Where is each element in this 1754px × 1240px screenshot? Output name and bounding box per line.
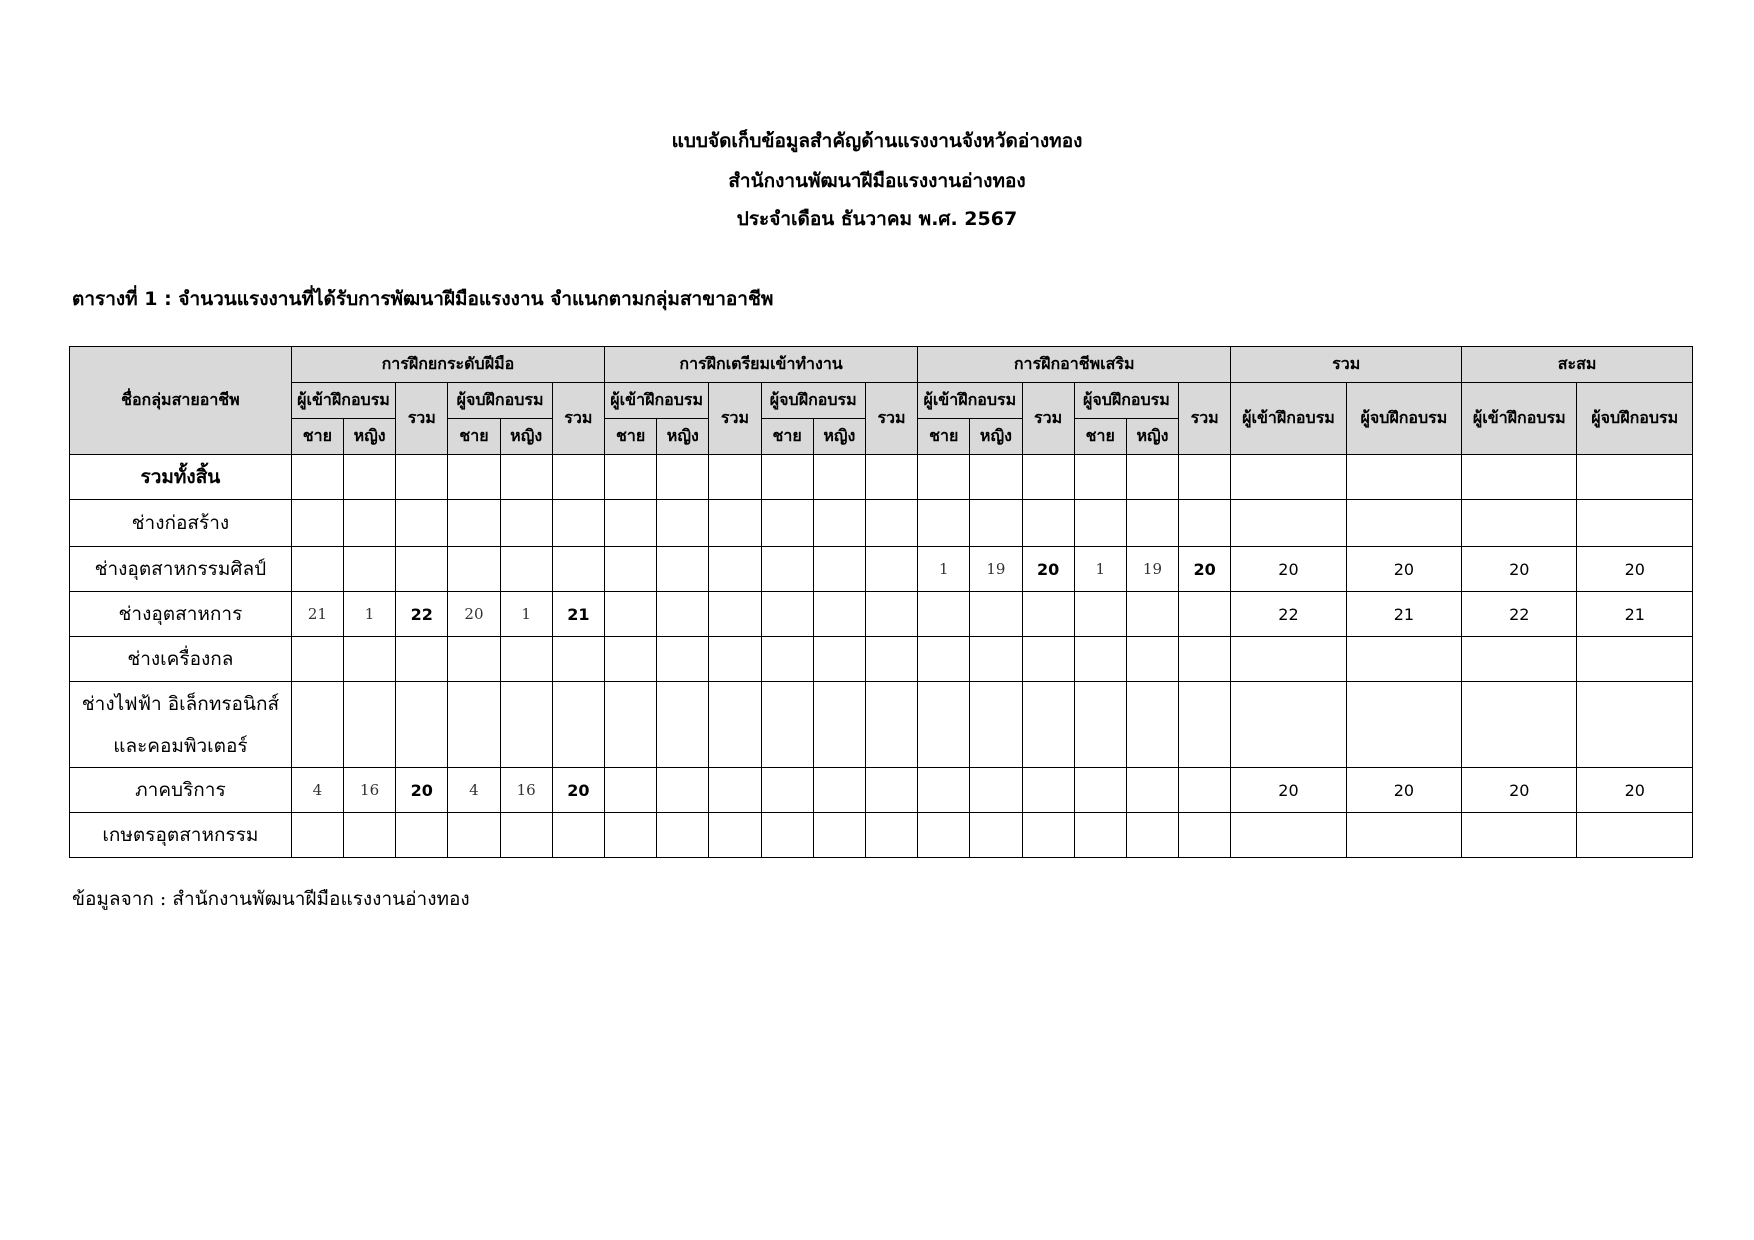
table-cell xyxy=(396,637,448,682)
table-cell xyxy=(1231,455,1346,500)
table-cell xyxy=(709,637,761,682)
gender-header-male: ชาย xyxy=(918,419,970,455)
group-header-prep: การฝึกเตรียมเข้าทำงาน xyxy=(604,347,917,383)
table-cell xyxy=(1074,813,1126,858)
table-cell: 20 xyxy=(1462,547,1577,592)
sub-header-total: รวม xyxy=(396,383,448,455)
table-cell xyxy=(552,813,604,858)
sub-header-total: รวม xyxy=(552,383,604,455)
table-body xyxy=(70,455,1693,858)
row-label: รวมทั้งสิ้น xyxy=(70,455,292,500)
table-cell xyxy=(448,637,500,682)
table-cell xyxy=(709,547,761,592)
table-cell xyxy=(761,500,813,547)
table-cell xyxy=(604,637,656,682)
table-cell: 21 xyxy=(1346,592,1461,637)
table-cell xyxy=(500,547,552,592)
table-cell xyxy=(1022,637,1074,682)
table-cell: 21 xyxy=(552,592,604,637)
row-label: ช่างอุตสาหการ xyxy=(70,592,292,637)
table-cell xyxy=(1126,500,1178,547)
table-cell: 22 xyxy=(1462,592,1577,637)
gender-header-female: หญิง xyxy=(657,419,709,455)
table-cell xyxy=(396,500,448,547)
table-cell xyxy=(865,455,917,500)
table-cell xyxy=(1022,500,1074,547)
table-cell xyxy=(657,813,709,858)
row-label: เกษตรอุตสาหกรรม xyxy=(70,813,292,858)
table-cell xyxy=(1074,592,1126,637)
table-cell xyxy=(709,500,761,547)
table-cell: 20 xyxy=(1231,768,1346,813)
table-cell xyxy=(657,592,709,637)
table-cell xyxy=(604,813,656,858)
table-cell xyxy=(291,637,343,682)
table-cell xyxy=(918,637,970,682)
table-caption: ตารางที่ 1 : จำนวนแรงงานที่ได้รับการพัฒนาฝีมือแรงงาน จำแนกตามกลุ่มสาขาอาชีพ xyxy=(72,288,774,310)
table-cell xyxy=(552,455,604,500)
table-cell xyxy=(865,500,917,547)
table-cell xyxy=(291,682,343,768)
table-cell xyxy=(500,500,552,547)
table-cell: 4 xyxy=(448,768,500,813)
table-cell xyxy=(500,637,552,682)
table-cell: 19 xyxy=(970,547,1022,592)
table-cell xyxy=(865,768,917,813)
table-cell xyxy=(604,500,656,547)
table-cell: 16 xyxy=(500,768,552,813)
gender-header-male: ชาย xyxy=(448,419,500,455)
gender-header-male: ชาย xyxy=(1074,419,1126,455)
table-row xyxy=(70,682,1693,768)
table-cell xyxy=(396,547,448,592)
table-cell: 20 xyxy=(1231,547,1346,592)
table-cell xyxy=(448,455,500,500)
table-cell xyxy=(918,592,970,637)
table-cell: 4 xyxy=(291,768,343,813)
table-cell xyxy=(552,682,604,768)
table-cell xyxy=(813,682,865,768)
table-cell xyxy=(1179,592,1231,637)
table-cell xyxy=(709,592,761,637)
table-cell xyxy=(396,813,448,858)
table-cell xyxy=(396,455,448,500)
table-cell xyxy=(500,813,552,858)
table-cell xyxy=(1577,813,1693,858)
table-row xyxy=(70,592,1693,637)
table-cell xyxy=(918,813,970,858)
table-cell xyxy=(761,768,813,813)
group-header-upskill: การฝึกยกระดับฝีมือ xyxy=(291,347,604,383)
table-cell: 21 xyxy=(1577,592,1693,637)
table-cell xyxy=(813,592,865,637)
table-cell xyxy=(918,455,970,500)
table-cell: 20 xyxy=(448,592,500,637)
table-cell xyxy=(761,455,813,500)
table-cell xyxy=(343,547,395,592)
table-cell xyxy=(813,768,865,813)
table-cell xyxy=(1126,455,1178,500)
table-cell: 20 xyxy=(396,768,448,813)
row-label: ภาคบริการ xyxy=(70,768,292,813)
table-cell xyxy=(970,682,1022,768)
sub-header-entered: ผู้เข้าฝึกอบรม xyxy=(918,383,1022,419)
table-cell xyxy=(1179,637,1231,682)
table-cell xyxy=(1022,682,1074,768)
table-cell xyxy=(1462,682,1577,768)
table-cell xyxy=(291,547,343,592)
sub-header-completed: ผู้จบฝึกอบรม xyxy=(448,383,552,419)
table-cell xyxy=(1126,682,1178,768)
sub-header-completed: ผู้จบฝึกอบรม xyxy=(1074,383,1178,419)
table-cell xyxy=(1231,682,1346,768)
table-cell xyxy=(1346,500,1461,547)
table-cell xyxy=(1577,455,1693,500)
table-cell xyxy=(813,547,865,592)
sub-header-completed: ผู้จบฝึกอบรม xyxy=(1577,383,1693,455)
sub-header-entered: ผู้เข้าฝึกอบรม xyxy=(291,383,395,419)
table-cell xyxy=(709,768,761,813)
table-cell xyxy=(1462,500,1577,547)
table-cell xyxy=(657,455,709,500)
row-label-header: ชื่อกลุ่มสายอาชีพ xyxy=(70,347,292,455)
group-header-total: รวม xyxy=(1231,347,1462,383)
table-row xyxy=(70,455,1693,500)
table-row xyxy=(70,500,1693,547)
table-cell xyxy=(657,637,709,682)
sub-header-entered: ผู้เข้าฝึกอบรม xyxy=(1462,383,1577,455)
table-cell xyxy=(1179,682,1231,768)
row-label xyxy=(70,682,292,768)
table-cell xyxy=(1126,813,1178,858)
table-cell xyxy=(918,500,970,547)
gender-header-female: หญิง xyxy=(1126,419,1178,455)
table-cell xyxy=(1126,592,1178,637)
table-cell xyxy=(1577,682,1693,768)
table-cell xyxy=(1231,813,1346,858)
table-cell: 20 xyxy=(1577,768,1693,813)
table-cell xyxy=(1577,500,1693,547)
gender-header-female: หญิง xyxy=(970,419,1022,455)
table-cell xyxy=(396,682,448,768)
data-source: ข้อมูลจาก : สำนักงานพัฒนาฝีมือแรงงานอ่างทอง xyxy=(72,888,470,910)
table-cell xyxy=(1022,813,1074,858)
table-cell xyxy=(1231,500,1346,547)
table-cell xyxy=(1346,682,1461,768)
row-label: ช่างเครื่องกล xyxy=(70,637,292,682)
table-cell: 22 xyxy=(1231,592,1346,637)
table-cell xyxy=(500,455,552,500)
table-cell xyxy=(970,637,1022,682)
table-cell xyxy=(1179,813,1231,858)
table-cell xyxy=(343,455,395,500)
table-cell xyxy=(448,682,500,768)
table-cell xyxy=(1126,768,1178,813)
row-label: ช่างอุตสาหกรรมศิลป์ xyxy=(70,547,292,592)
table-cell xyxy=(761,637,813,682)
table-cell xyxy=(1074,500,1126,547)
report-period: ประจำเดือน ธันวาคม พ.ศ. 2567 xyxy=(736,208,1018,230)
sub-header-total: รวม xyxy=(709,383,761,455)
office-name: สำนักงานพัฒนาฝีมือแรงงานอ่างทอง xyxy=(728,170,1026,192)
sub-header-completed: ผู้จบฝึกอบรม xyxy=(1346,383,1461,455)
table-cell xyxy=(813,500,865,547)
table-cell xyxy=(761,592,813,637)
table-cell xyxy=(1346,455,1461,500)
table-cell xyxy=(1074,768,1126,813)
sub-header-total: รวม xyxy=(865,383,917,455)
table-cell: 21 xyxy=(291,592,343,637)
table-cell xyxy=(604,547,656,592)
table-cell xyxy=(1346,637,1461,682)
group-header-supplementary: การฝึกอาชีพเสริม xyxy=(918,347,1231,383)
table-cell xyxy=(657,547,709,592)
row-label-line: ช่างไฟฟ้า อิเล็กทรอนิกส์ xyxy=(81,692,280,715)
table-cell xyxy=(918,682,970,768)
table-cell xyxy=(552,547,604,592)
table-cell: 1 xyxy=(500,592,552,637)
table-cell xyxy=(1231,637,1346,682)
group-header-cumulative: สะสม xyxy=(1462,347,1693,383)
table-cell xyxy=(657,768,709,813)
table-cell: 1 xyxy=(918,547,970,592)
table-cell xyxy=(343,500,395,547)
table-cell xyxy=(1126,637,1178,682)
table-cell xyxy=(343,682,395,768)
table-cell xyxy=(970,500,1022,547)
table-cell: 1 xyxy=(343,592,395,637)
table-cell xyxy=(761,682,813,768)
document-title: แบบจัดเก็บข้อมูลสำคัญด้านแรงงานจังหวัดอ่างทอง xyxy=(671,130,1083,152)
table-cell xyxy=(918,768,970,813)
table-cell xyxy=(1074,455,1126,500)
table-cell xyxy=(1022,768,1074,813)
table-cell xyxy=(552,500,604,547)
table-cell xyxy=(657,500,709,547)
table-cell: 20 xyxy=(1577,547,1693,592)
table-cell xyxy=(500,682,552,768)
sub-header-completed: ผู้จบฝึกอบรม xyxy=(761,383,865,419)
table-cell xyxy=(865,682,917,768)
table-cell xyxy=(1074,682,1126,768)
table-cell xyxy=(448,813,500,858)
table-cell: 20 xyxy=(1346,547,1461,592)
table-cell: 20 xyxy=(1022,547,1074,592)
table-cell: 20 xyxy=(1179,547,1231,592)
table-cell xyxy=(865,637,917,682)
gender-header-male: ชาย xyxy=(604,419,656,455)
table-cell xyxy=(657,682,709,768)
table-cell xyxy=(448,547,500,592)
sub-header-total: รวม xyxy=(1179,383,1231,455)
table-cell xyxy=(1074,637,1126,682)
table-row xyxy=(70,813,1693,858)
table-cell xyxy=(709,813,761,858)
table-cell xyxy=(291,813,343,858)
gender-header-female: หญิง xyxy=(343,419,395,455)
table-cell xyxy=(970,455,1022,500)
row-label-line: และคอมพิวเตอร์ xyxy=(113,734,248,757)
table-cell: 20 xyxy=(552,768,604,813)
table-cell xyxy=(970,813,1022,858)
table-cell: 1 xyxy=(1074,547,1126,592)
table-cell: 20 xyxy=(1462,768,1577,813)
table-cell xyxy=(865,813,917,858)
table-cell: 20 xyxy=(1346,768,1461,813)
table-cell xyxy=(1346,813,1461,858)
table-cell: 19 xyxy=(1126,547,1178,592)
table-cell xyxy=(813,455,865,500)
table-cell xyxy=(1462,813,1577,858)
gender-header-male: ชาย xyxy=(291,419,343,455)
table-cell: 16 xyxy=(343,768,395,813)
table-row xyxy=(70,637,1693,682)
gender-header-male: ชาย xyxy=(761,419,813,455)
table-cell xyxy=(709,682,761,768)
table-cell xyxy=(604,455,656,500)
table-cell xyxy=(1022,592,1074,637)
row-label: ช่างก่อสร้าง xyxy=(70,500,292,547)
table-cell xyxy=(813,637,865,682)
table-cell: 22 xyxy=(396,592,448,637)
table-cell xyxy=(1179,500,1231,547)
training-table xyxy=(69,346,1693,858)
table-cell xyxy=(604,592,656,637)
table-cell xyxy=(761,813,813,858)
gender-header-female: หญิง xyxy=(500,419,552,455)
table-row xyxy=(70,768,1693,813)
table-cell xyxy=(1179,455,1231,500)
table-row xyxy=(70,547,1693,592)
table-cell xyxy=(1577,637,1693,682)
table-cell xyxy=(865,547,917,592)
table-cell xyxy=(291,500,343,547)
table-cell xyxy=(1462,637,1577,682)
table-cell xyxy=(448,500,500,547)
table-cell xyxy=(1462,455,1577,500)
table-cell xyxy=(343,637,395,682)
table-cell xyxy=(343,813,395,858)
table-cell xyxy=(604,682,656,768)
gender-header-female: หญิง xyxy=(813,419,865,455)
table-cell xyxy=(291,455,343,500)
table-cell xyxy=(813,813,865,858)
table-cell xyxy=(604,768,656,813)
table-cell xyxy=(865,592,917,637)
table-cell xyxy=(709,455,761,500)
table-cell xyxy=(1022,455,1074,500)
table-cell xyxy=(970,768,1022,813)
sub-header-total: รวม xyxy=(1022,383,1074,455)
sub-header-entered: ผู้เข้าฝึกอบรม xyxy=(604,383,708,419)
table-cell xyxy=(552,637,604,682)
sub-header-entered: ผู้เข้าฝึกอบรม xyxy=(1231,383,1346,455)
table-cell xyxy=(761,547,813,592)
table-cell xyxy=(1179,768,1231,813)
table-cell xyxy=(970,592,1022,637)
